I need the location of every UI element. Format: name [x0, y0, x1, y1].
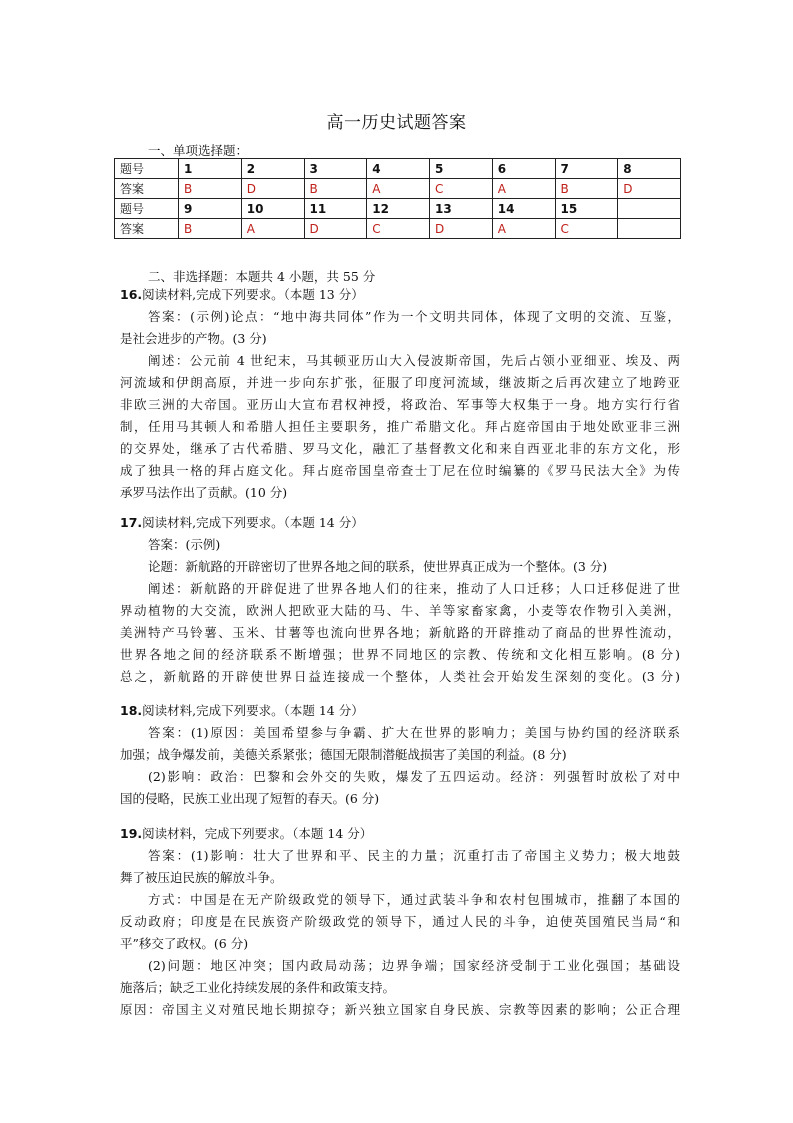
question-number: 12	[367, 199, 430, 219]
answer-line: 总之，新航路的开辟使世界日益连接成一个整体，人类社会开始发生深刻的变化。(3 分)	[120, 669, 680, 684]
table-row	[115, 179, 681, 199]
answer-line: 阐述：公元前 4 世纪末，马其顿亚历山大入侵波斯帝国，先后占领小亚细亚、埃及、两	[148, 353, 680, 368]
answer-cell: A	[241, 219, 304, 239]
answer-line: 美洲特产马铃薯、玉米、甘薯等也流向世界各地；新航路的开辟推动了商品的世界性流动，	[120, 625, 680, 640]
answer-line: (2)问题：地区冲突；国内政局动荡；边界争端；国家经济受制于工业化强国；基础设	[148, 958, 680, 973]
question-17	[120, 512, 680, 688]
question-number: 16.	[120, 287, 143, 302]
answer-line: 制，任用马其顿人和希腊人担任主要职务，推广希腊文化。拜占庭帝国由于地处欧亚非三洲	[120, 419, 680, 434]
answer-cell: B	[555, 179, 618, 199]
table-row	[115, 219, 681, 239]
answer-cell: B	[179, 219, 242, 239]
answer-line: 承罗马法作出了贡献。(10 分)	[120, 485, 288, 500]
answer-cell: A	[492, 179, 555, 199]
question-heading	[120, 700, 680, 722]
question-number: 11	[304, 199, 367, 219]
answer-line: 非欧三洲的大帝国。亚历山大宣布君权神授，将政治、军事等大权集于一身。地方实行行省	[120, 397, 680, 412]
answer-cell: B	[179, 179, 242, 199]
answer-cell: C	[555, 219, 618, 239]
row-label: 题号	[115, 159, 179, 179]
answer-line: 是社会进步的产物。(3 分)	[120, 331, 267, 346]
question-number: 1	[179, 159, 242, 179]
section-1-heading: 一、单项选择题：	[148, 143, 249, 158]
answer-line: 论题：新航路的开辟密切了世界各地之间的联系，使世界真正成为一个整体。(3 分)	[148, 559, 608, 574]
answer-line: 平”移交了政权。(6 分)	[120, 936, 249, 951]
answer-line: 原因：帝国主义对殖民地长期掠夺；新兴独立国家自身民族、宗教等因素的影响；公正合理	[120, 1002, 680, 1017]
row-label: 题号	[115, 199, 179, 219]
answer-line: 加强；战争爆发前，美德关系紧张；德国无限制潜艇战损害了美国的利益。(8 分)	[120, 747, 567, 762]
answer-cell: A	[367, 179, 430, 199]
answer-line: 施落后；缺乏工业化持续发展的条件和政策支持。	[120, 980, 396, 995]
question-19	[120, 823, 680, 1021]
answer-cell: A	[492, 219, 555, 239]
question-number: 17.	[120, 515, 143, 530]
question-18	[120, 700, 680, 810]
answer-cell: B	[304, 179, 367, 199]
answer-line: 世界各地之间的经济联系不断增强；世界不同地区的宗教、传统和文化相互影响。(8 分)	[120, 647, 680, 662]
question-number: 18.	[120, 703, 143, 718]
empty-cell	[618, 199, 681, 219]
answer-cell: D	[618, 179, 681, 199]
answer-line: 舞了被压迫民族的解放斗争。	[120, 870, 283, 885]
table-row	[115, 199, 681, 219]
answer-line: (2)影响：政治：巴黎和会外交的失败，爆发了五四运动。经济：列强暂时放松了对中	[148, 769, 680, 784]
answer-line: 答案：(1)原因：美国希望参与争霸、扩大在世界的影响力；美国与协约国的经济联系	[148, 725, 680, 740]
answer-line: 的交界处，继承了古代希腊、罗马文化，融汇了基督教文化和来自西亚北非的东方文化，形	[120, 441, 680, 456]
question-number: 2	[241, 159, 304, 179]
answer-line: 答案：(示例)论点：“地中海共同体”作为一个文明共同体，体现了文明的交流、互鉴，	[148, 309, 680, 324]
answer-line: 国的侵略，民族工业出现了短暂的春天。(6 分)	[120, 791, 380, 806]
answer-table	[114, 158, 681, 239]
question-number: 8	[618, 159, 681, 179]
page-title: 高一历史试题答案	[326, 113, 467, 133]
question-number: 5	[430, 159, 493, 179]
answer-line: 成了独具一格的拜占庭文化。拜占庭帝国皇帝查士丁尼在位时编纂的《罗马民法大全》为传	[120, 463, 680, 478]
question-number: 7	[555, 159, 618, 179]
table-row	[115, 159, 681, 179]
row-label: 答案	[115, 179, 179, 199]
answer-line: 河流域和伊朗高原，并进一步向东扩张，征服了印度河流域，继波斯之后再次建立了地跨亚	[120, 375, 680, 390]
answer-line: 阐述：新航路的开辟促进了世界各地人们的往来，推动了人口迁移；人口迁移促进了世	[148, 581, 680, 596]
question-number: 4	[367, 159, 430, 179]
question-prompt: 阅读材料，完成下列要求。（本题 14 分）	[142, 826, 373, 841]
answer-line: 界动植物的大交流，欧洲人把欧亚大陆的马、牛、羊等家畜家禽，小麦等农作物引入美洲，	[120, 603, 680, 618]
question-number: 6	[492, 159, 555, 179]
question-heading	[120, 823, 680, 845]
section-2-heading: 二、非选择题：本题共 4 小题，共 55 分	[148, 269, 376, 284]
question-prompt: 阅读材料,完成下列要求。（本题 13 分）	[142, 287, 364, 302]
question-number: 13	[430, 199, 493, 219]
question-number: 14	[492, 199, 555, 219]
answer-cell: D	[241, 179, 304, 199]
question-heading	[120, 512, 680, 534]
answer-line: 答案：(1)影响：壮大了世界和平、民主的力量；沉重打击了帝国主义势力；极大地鼓	[148, 848, 680, 863]
answer-line: 方式：中国是在无产阶级政党的领导下，通过武装斗争和农村包围城市，推翻了本国的	[148, 892, 680, 907]
answer-cell: D	[430, 219, 493, 239]
question-number: 3	[304, 159, 367, 179]
question-prompt: 阅读材料,完成下列要求。（本题 14 分）	[142, 703, 364, 718]
question-16	[120, 284, 680, 504]
question-heading	[120, 284, 680, 306]
answer-line: 反动政府；印度是在民族资产阶级政党的领导下，通过人民的斗争，迫使英国殖民当局“和	[120, 914, 680, 929]
question-number: 10	[241, 199, 304, 219]
question-prompt: 阅读材料,完成下列要求。（本题 14 分）	[142, 515, 364, 530]
row-label: 答案	[115, 219, 179, 239]
answer-cell: C	[430, 179, 493, 199]
question-number: 19.	[120, 826, 143, 841]
answer-cell: C	[367, 219, 430, 239]
answer-line: 答案：(示例)	[148, 537, 221, 552]
answer-cell: D	[304, 219, 367, 239]
empty-cell	[618, 219, 681, 239]
question-number: 9	[179, 199, 242, 219]
question-number: 15	[555, 199, 618, 219]
